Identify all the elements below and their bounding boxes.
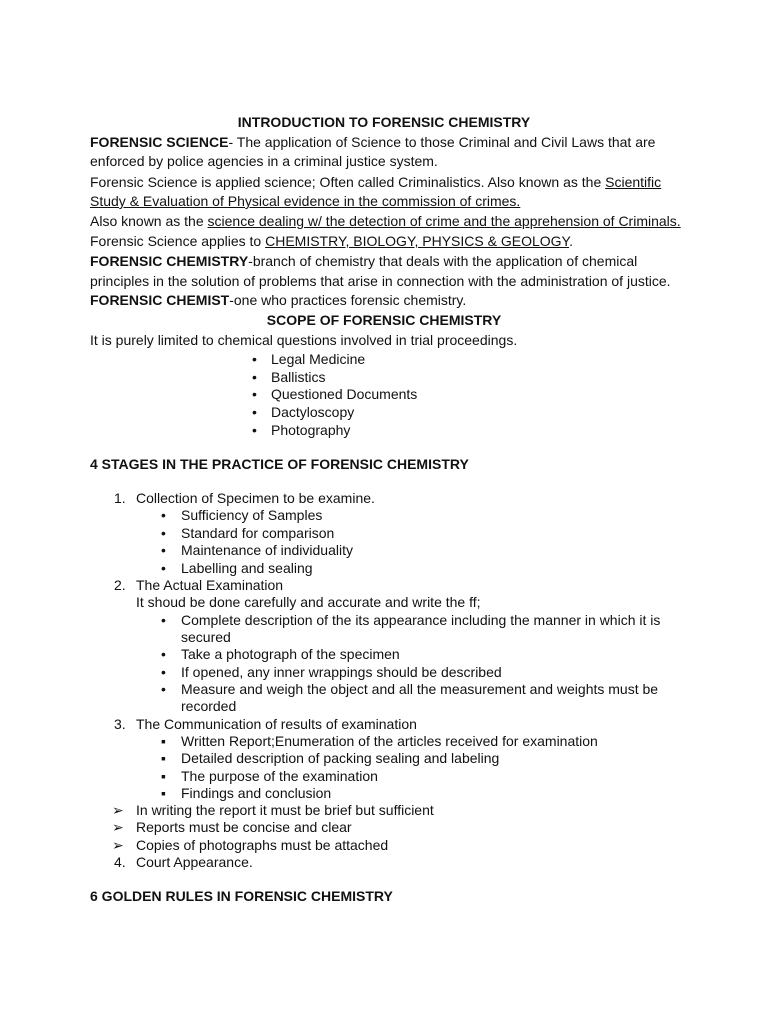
arrow-bullet-icon: ➢ <box>112 802 124 818</box>
applies-to-line <box>90 232 690 250</box>
bullet-icon: • <box>161 525 166 541</box>
forensic-chemistry-definition-line-2 <box>90 272 690 290</box>
stage-item: Findings and conclusion <box>181 785 332 801</box>
stage-number: 1. <box>114 490 126 506</box>
stage-number: 3. <box>114 716 126 732</box>
forensic-chemistry-term: FORENSIC CHEMISTRY <box>90 253 249 269</box>
stage-item-continuation: recorded <box>181 698 237 714</box>
forensic-chemist-definition <box>90 291 690 309</box>
applied-science-line-2 <box>90 192 690 210</box>
stage-item: Measure and weigh the object and all the measurement and weights must be <box>181 681 659 697</box>
stage-title: Collection of Specimen to be examine. <box>136 490 375 506</box>
report-note: Copies of photographs must be attached <box>136 837 389 853</box>
applies-to-text: Forensic Science applies to <box>90 233 266 249</box>
square-bullet-icon: ▪ <box>161 768 166 784</box>
stage-item: Take a photograph of the specimen <box>181 646 400 662</box>
report-note: Reports must be concise and clear <box>136 819 352 835</box>
stage-item: If opened, any inner wrappings should be described <box>181 664 502 680</box>
scope-heading <box>0 311 768 329</box>
forensic-chemist-definition-text: -one who practices forensic chemistry. <box>229 292 467 308</box>
applied-science-underlined-2: Study & Evaluation of Physical evidence in the commission of crimes. <box>90 193 521 209</box>
stages-heading-text: 4 STAGES IN THE PRACTICE OF FORENSIC CHEMISTRY <box>90 456 469 472</box>
stage-item: Written Report;Enumeration of the articles received for examination <box>181 733 598 749</box>
stage-title: The Communication of results of examination <box>136 716 417 732</box>
stage-item-continuation: secured <box>181 629 231 645</box>
forensic-science-definition-text-2: enforced by police agencies in a criminal justice system. <box>90 153 438 169</box>
bullet-icon: • <box>252 386 257 402</box>
scope-item: Legal Medicine <box>271 351 366 367</box>
bullet-icon: • <box>252 404 257 420</box>
arrow-bullet-icon: ➢ <box>112 837 124 853</box>
forensic-chemistry-definition-line-1 <box>90 252 690 270</box>
stage-item: Sufficiency of Samples <box>181 507 323 523</box>
bullet-icon: • <box>161 612 166 628</box>
applied-science-text: Forensic Science is applied science; Often called Criminalistics. Also known as the <box>90 174 606 190</box>
bullet-icon: • <box>252 422 257 438</box>
forensic-chemistry-definition-text-2: principles in the solution of problems that arise in connection with the administration of justice. <box>90 273 671 289</box>
stage-item: Standard for comparison <box>181 525 335 541</box>
page-title-text: INTRODUCTION TO FORENSIC CHEMISTRY <box>237 114 531 130</box>
forensic-chemist-term: FORENSIC CHEMIST <box>90 292 230 308</box>
bullet-icon: • <box>252 351 257 367</box>
square-bullet-icon: ▪ <box>161 785 166 801</box>
page-title <box>0 113 768 131</box>
forensic-science-definition-line-1 <box>90 133 690 151</box>
square-bullet-icon: ▪ <box>161 733 166 749</box>
scope-item: Photography <box>271 422 351 438</box>
stage-item: Maintenance of individuality <box>181 542 353 558</box>
forensic-chemistry-definition-text: -branch of chemistry that deals with the application of chemical <box>248 253 638 269</box>
report-note: In writing the report it must be brief but sufficient <box>136 802 434 818</box>
stage-number: 2. <box>114 577 126 593</box>
applies-to-period: . <box>569 233 573 249</box>
forensic-science-definition-line-2 <box>90 152 690 170</box>
arrow-bullet-icon: ➢ <box>112 819 124 835</box>
bullet-icon: • <box>161 560 166 576</box>
scope-item: Ballistics <box>271 369 326 385</box>
bullet-icon: • <box>161 646 166 662</box>
stage-item: The purpose of the examination <box>181 768 378 784</box>
square-bullet-icon: ▪ <box>161 750 166 766</box>
also-known-underlined: science dealing w/ the detection of crime and the apprehension of Criminals. <box>207 213 681 229</box>
also-known-line <box>90 212 690 230</box>
also-known-text: Also known as the <box>90 213 208 229</box>
golden-rules-heading <box>90 887 690 905</box>
bullet-icon: • <box>161 681 166 697</box>
bullet-icon: • <box>161 542 166 558</box>
stage-number: 4. <box>114 854 126 870</box>
applied-science-line-1 <box>90 173 690 191</box>
bullet-icon: • <box>161 507 166 523</box>
scope-text <box>90 331 690 349</box>
scope-heading-text: SCOPE OF FORENSIC CHEMISTRY <box>266 312 502 328</box>
stage-item: Complete description of the its appearance including the manner in which it is <box>181 612 661 628</box>
stage-item: Labelling and sealing <box>181 560 313 576</box>
stage-note: It shoud be done carefully and accurate and write the ff; <box>136 594 481 610</box>
forensic-science-term: FORENSIC SCIENCE <box>90 134 229 150</box>
golden-rules-heading-text: 6 GOLDEN RULES IN FORENSIC CHEMISTRY <box>90 888 393 904</box>
scope-item: Dactyloscopy <box>271 404 355 420</box>
applies-to-underlined: CHEMISTRY, BIOLOGY, PHYSICS & GEOLOGY <box>265 233 570 249</box>
scope-description: It is purely limited to chemical questions involved in trial proceedings. <box>90 332 518 348</box>
scope-item: Questioned Documents <box>271 386 418 402</box>
applied-science-underlined: Scientific <box>605 174 662 190</box>
stage-title: Court Appearance. <box>136 854 253 870</box>
stages-heading <box>90 455 690 473</box>
forensic-science-definition-text: - The application of Science to those Criminal and Civil Laws that are <box>228 134 656 150</box>
bullet-icon: • <box>252 369 257 385</box>
stage-title: The Actual Examination <box>136 577 284 593</box>
bullet-icon: • <box>161 664 166 680</box>
stage-item: Detailed description of packing sealing and labeling <box>181 750 500 766</box>
